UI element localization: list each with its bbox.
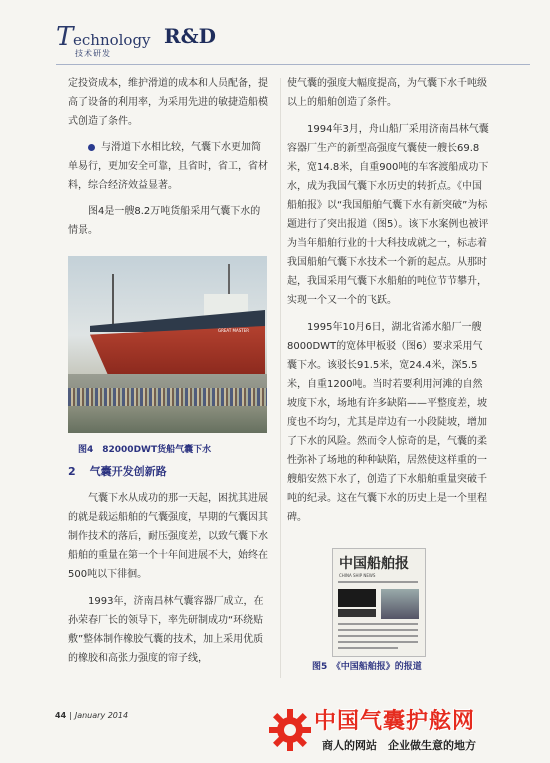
footer-separator: | (69, 711, 72, 720)
newspaper-text-line (338, 623, 418, 625)
newspaper-photo (381, 589, 419, 619)
left-paragraph-3: 图4是一艘8.2万吨货船采用气囊下水的情景。 (68, 206, 261, 236)
newspaper-text-line (338, 629, 418, 631)
page-footer (55, 711, 128, 720)
newspaper-masthead: 中国船舶报 (339, 556, 409, 572)
figure-4-ship-photo (68, 256, 267, 433)
left-paragraph-4: 气囊下水从成功的那一天起，困扰其进展的就是载运船舶的气囊强度，早期的气囊因其制作技术的落后，耐压强度差，以致气囊下水船舶的重量在第一个十年间进展不大，始终在500吨以下徘徊。 (68, 493, 268, 580)
left-paragraph-2-text: 与滑道下水相比较，气囊下水更加简单易行，更加安全可靠，且省时，省工，省材料，综合经济效益显著。 (68, 142, 268, 191)
figure-5-caption: 图5 《中国船舶报》的报道 (312, 662, 422, 672)
section-heading (68, 462, 268, 481)
crowd (68, 388, 267, 406)
gear-icon (268, 708, 312, 752)
watermark-logo (268, 704, 540, 762)
right-paragraph-1: 使气囊的强度大幅度提高，为气囊下水千吨级以上的船舶创造了条件。 (287, 78, 487, 108)
header-subtitle: 技术研发 (75, 49, 111, 58)
left-column (68, 74, 268, 240)
left-paragraph-5: 1993年，济南昌林气囊容器厂成立，在孙荣春厂长的领导下，率先研制成功“环绕贴敷”整体制作橡胶气囊的技术，加上采用优质的橡胶和高张力强度的帘子线， (68, 596, 264, 664)
header-rd: R&D (164, 24, 217, 48)
crane-shape (112, 274, 114, 324)
newspaper-text-line (338, 647, 398, 649)
newspaper-headline-block (338, 589, 376, 607)
newspaper-subhead-block (338, 609, 376, 617)
header-technology: echnology (73, 31, 151, 49)
newspaper-rule (338, 581, 418, 583)
section-number: 2 (68, 465, 76, 478)
right-paragraph-2: 1994年3月，舟山船厂采用济南昌林气囊容器厂生产的新型高强度气囊使一艘长69.8米，宽14.8米，自重900吨的车客渡船成功下水，成为我国气囊下水历史的转折点。《中国船舶报》以“我国船舶气囊下水有新突破”为标题进行了突出报道（图5）。该下水案例也被评为当年船舶行业的十大科技成就之一，标志着我国船舶气囊下水技术一个新的起点。从那时起，我国采用气囊下水船舶的吨位节节攀升，实现一个又一个的飞跃。 (287, 124, 489, 306)
newspaper-text-line (338, 635, 418, 637)
header-rule (56, 64, 530, 65)
watermark-subtitle: 商人的网站 企业做生意的地方 (322, 739, 476, 752)
ground (68, 406, 267, 433)
bullet-icon (88, 144, 95, 151)
watermark-title: 中国气囊护舷网 (314, 709, 476, 734)
newspaper-english-title: CHINA SHIP NEWS (339, 573, 376, 578)
left-paragraph-2 (68, 138, 268, 195)
section-header (56, 22, 256, 62)
issue-date: January 2014 (74, 711, 129, 720)
left-column-lower (68, 462, 268, 668)
figure-4-caption: 图4 82000DWT货船气囊下水 (78, 445, 212, 455)
header-letter-t: T (56, 22, 74, 52)
ship-hull (90, 326, 265, 374)
figure-5-newspaper (332, 548, 426, 657)
left-paragraph-1: 定投资成本，维护滑道的成本和人员配备，提高了设备的利用率，为采用先进的敏捷造船模式创造了条件。 (68, 78, 268, 127)
right-paragraph-3: 1995年10月6日，湖北省浠水船厂一艘8000DWT的宽体甲板驳（图6）要求采用气囊下水。该驳长91.5米，宽24.4米，深5.5米，自重1200吨。当时若要利用河滩的自然坡度下水，场地有许多缺陷——平整度差，坡度也不均匀，尤其是岸边有一小段陡坡，增加了下水的风险。然而令人惊奇的是，气囊的柔性弥补了场地的种种缺陷，居然使这样重的一艘船安然下水了，创造了下水船舶重量突破千吨的纪录。这在气囊下水的历史上是一个里程碑。 (287, 322, 487, 523)
ship-name: GREAT MASTER (218, 328, 250, 333)
newspaper-text-line (338, 641, 418, 643)
section-title: 气囊开发创新路 (89, 465, 167, 478)
column-divider (280, 78, 281, 678)
right-column (287, 74, 490, 527)
page-number: 44 (55, 711, 67, 720)
